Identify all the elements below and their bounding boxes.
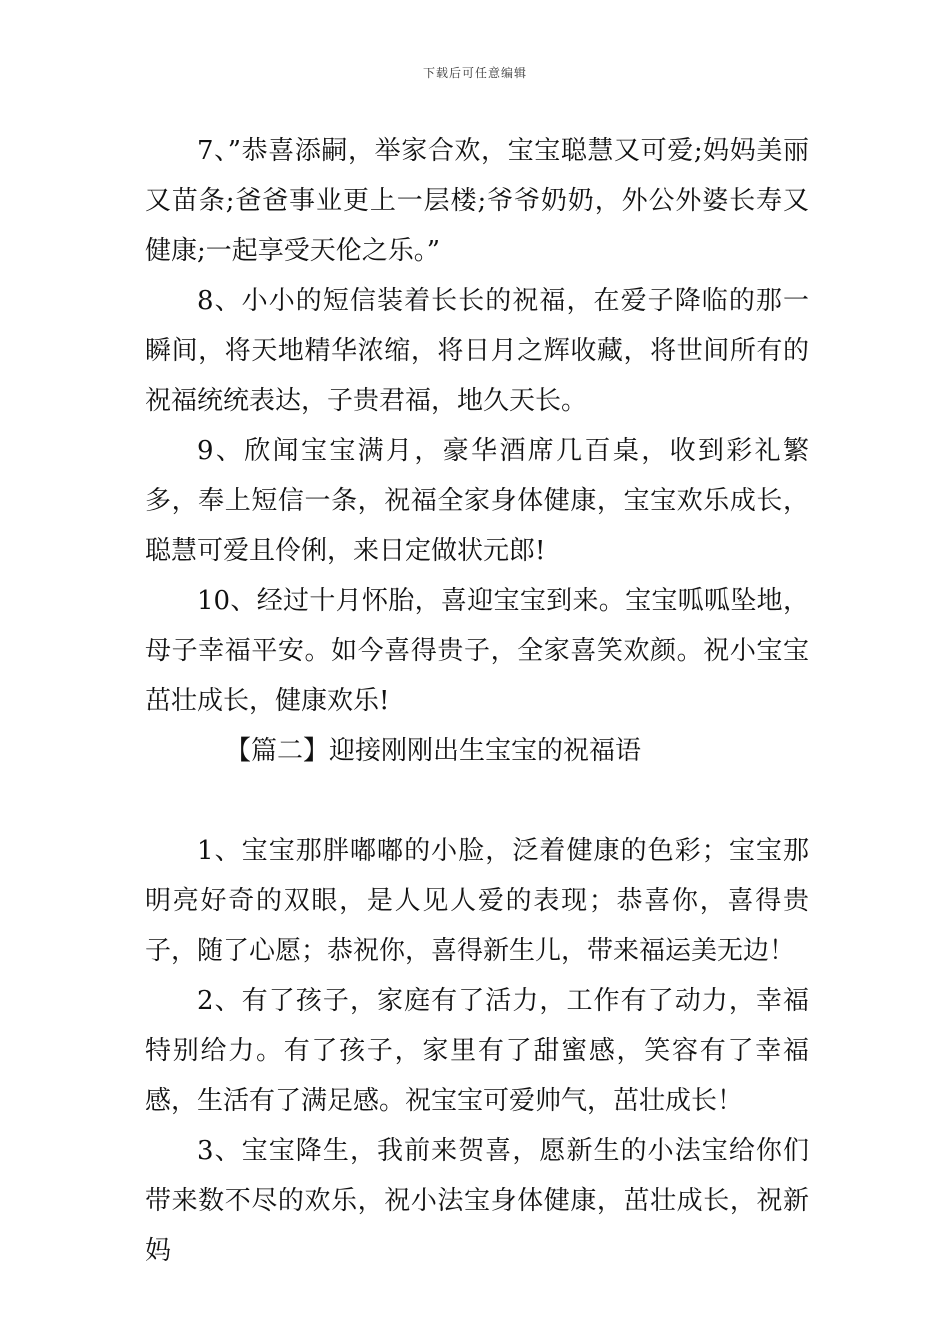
header-note: 下载后可任意编辑	[422, 66, 527, 80]
section-spacer	[145, 776, 809, 826]
paragraph-section2-item-2: 2、有了孩子，家庭有了活力，工作有了动力，幸福特别给力。有了孩子，家里有了甜蜜感，笑容有了幸福感，生活有了满足感。祝宝宝可爱帅气，茁壮成长！	[145, 986, 809, 1116]
document-body	[145, 126, 809, 1276]
section-title: 【篇二】迎接刚刚出生宝宝的祝福语	[225, 736, 642, 766]
paragraph-section2-item-3: 3、宝宝降生，我前来贺喜，愿新生的小法宝给你们带来数不尽的欢乐，祝小法宝身体健康，茁壮成长，祝新妈	[145, 1136, 809, 1266]
paragraph-item-9: 9、欣闻宝宝满月，豪华酒席几百桌，收到彩礼繁多，奉上短信一条，祝福全家身体健康，宝宝欢乐成长，聪慧可爱且伶俐，来日定做状元郎!	[145, 436, 809, 566]
paragraph-item-10: 10、经过十月怀胎，喜迎宝宝到来。宝宝呱呱坠地，母子幸福平安。如今喜得贵子，全家喜笑欢颜。祝小宝宝茁壮成长，健康欢乐!	[145, 586, 809, 716]
paragraph-section2-item-1: 1、宝宝那胖嘟嘟的小脸，泛着健康的色彩；宝宝那明亮好奇的双眼，是人见人爱的表现；恭喜你，喜得贵子，随了心愿；恭祝你，喜得新生儿，带来福运美无边！	[145, 836, 809, 966]
paragraph-item-8: 8、小小的短信装着长长的祝福，在爱子降临的那一瞬间，将天地精华浓缩，将日月之辉收藏，将世间所有的祝福统统表达，子贵君福，地久天长。	[145, 286, 809, 416]
paragraph-item-7: 7、”恭喜添嗣，举家合欢，宝宝聪慧又可爱;妈妈美丽又苗条;爸爸事业更上一层楼;爷爷奶奶，外公外婆长寿又健康;一起享受天伦之乐。”	[145, 136, 809, 266]
